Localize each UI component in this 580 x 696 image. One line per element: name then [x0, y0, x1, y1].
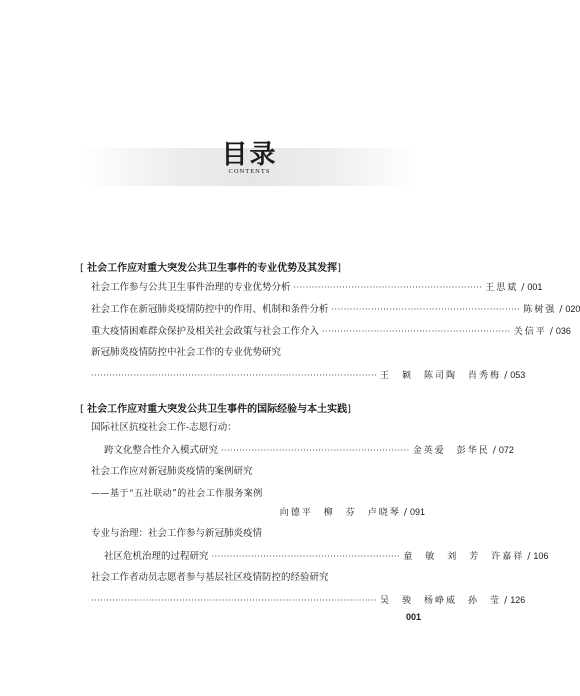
- toc-entry-title-line[interactable]: [80, 461, 425, 483]
- entry-page: 126: [510, 595, 526, 605]
- entry-title: 社会工作者动员志愿者参与基层社区疫情防控的经验研究: [91, 572, 329, 583]
- toc-entry[interactable]: 社会工作参与公共卫生事件治理的专业优势分析 ······························································ 王思斌 / 001: [80, 276, 425, 298]
- page-subtitle: CONTENTS: [228, 168, 271, 175]
- entry-title: 专业与治理：社会工作参与新冠肺炎疫情: [91, 528, 263, 539]
- entry-title: 新冠肺炎疫情防控中社会工作的专业优势研究: [91, 347, 282, 358]
- toc-entry-title-line[interactable]: [80, 417, 425, 439]
- entry-author: 金英爱 彭华民: [412, 446, 490, 456]
- entry-author: 王 颖 陈司陶 肖秀梅: [380, 371, 502, 381]
- toc-entry-meta-line[interactable]: ······························································································ 王 颖 陈司陶 肖秀梅 / 053: [80, 364, 425, 386]
- title-block: [0, 140, 499, 176]
- entry-page: 091: [409, 507, 425, 517]
- leader-dots: ······························································: [211, 552, 401, 561]
- leader-dots: ······························································································: [91, 371, 378, 380]
- toc-entry-title-line[interactable]: [80, 523, 425, 545]
- leader-dots: ······························································: [221, 446, 410, 455]
- toc-entry-author-line[interactable]: 向德平 柳 芬 卢晓琴 / 091: [80, 501, 425, 523]
- toc-entry-meta-line[interactable]: 社区危机治理的过程研究 ······························································ 童 敏 刘 芳 许嘉祥 / 106: [80, 545, 425, 567]
- entry-author: 陈树强: [523, 305, 557, 315]
- entry-page: 036: [555, 326, 571, 336]
- entry-title: 重大疫情困难群众保护及相关社会政策与社会工作介入: [91, 326, 320, 337]
- entry-title: 社会工作在新冠肺炎疫情防控中的作用、机制和条件分析: [91, 304, 329, 315]
- toc-entry-meta-line[interactable]: 跨文化整合性介入模式研究 ······························································ 金英爱 彭华民 / 072: [80, 439, 425, 461]
- entry-title: 社会工作应对新冠肺炎疫情的案例研究: [91, 466, 253, 477]
- section-2: [80, 403, 549, 611]
- entry-page: 072: [498, 445, 514, 455]
- leader-dots: ······························································: [293, 283, 483, 292]
- toc-entry-meta-line[interactable]: ······························································································ 吴 骏 杨峥威 孙 莹 / 126: [80, 589, 425, 611]
- entry-title-cont: ——基于“五社联动”的社会工作服务案例: [91, 489, 263, 499]
- entry-author: 童 敏 刘 芳 许嘉祥: [403, 552, 525, 562]
- entry-title-cont: 社区危机治理的过程研究: [104, 551, 209, 562]
- entry-author: 向德平 柳 芬 卢晓琴: [279, 508, 401, 518]
- entry-author: 关信平: [513, 327, 547, 337]
- leader-dots: ······························································································: [91, 596, 378, 605]
- toc-entry[interactable]: 社会工作在新冠肺炎疫情防控中的作用、机制和条件分析 ······························································ 陈树强 / 020: [80, 298, 425, 320]
- toc-entry-title-line[interactable]: [80, 342, 425, 364]
- section-heading: [ 社会工作应对重大突发公共卫生事件的专业优势及其发挥]: [80, 263, 341, 274]
- entry-title-cont: 跨文化整合性介入模式研究: [104, 445, 219, 456]
- page-number: 001: [405, 612, 421, 622]
- toc-entry-title-line[interactable]: [80, 567, 425, 589]
- entry-author: 吴 骏 杨峥威 孙 莹: [380, 596, 502, 606]
- entry-page: 106: [533, 551, 549, 561]
- entry-page: 020: [565, 304, 580, 314]
- entry-author: 王思斌: [485, 283, 519, 293]
- entry-title: 社会工作参与公共卫生事件治理的专业优势分析: [91, 282, 291, 293]
- section-1: [80, 262, 580, 386]
- entry-page: 001: [527, 282, 543, 292]
- section-heading: [ 社会工作应对重大突发公共卫生事件的国际经验与本土实践]: [80, 404, 351, 415]
- leader-dots: ······························································: [322, 327, 511, 336]
- entry-title: 国际社区抗疫社会工作-志愿行动：: [91, 422, 237, 433]
- toc-entry[interactable]: 重大疫情困难群众保护及相关社会政策与社会工作介入 ······························································ 关信平 / 036: [80, 320, 425, 342]
- page-title: 目录: [221, 140, 278, 170]
- entry-page: 053: [510, 370, 526, 380]
- leader-dots: ······························································: [331, 305, 521, 314]
